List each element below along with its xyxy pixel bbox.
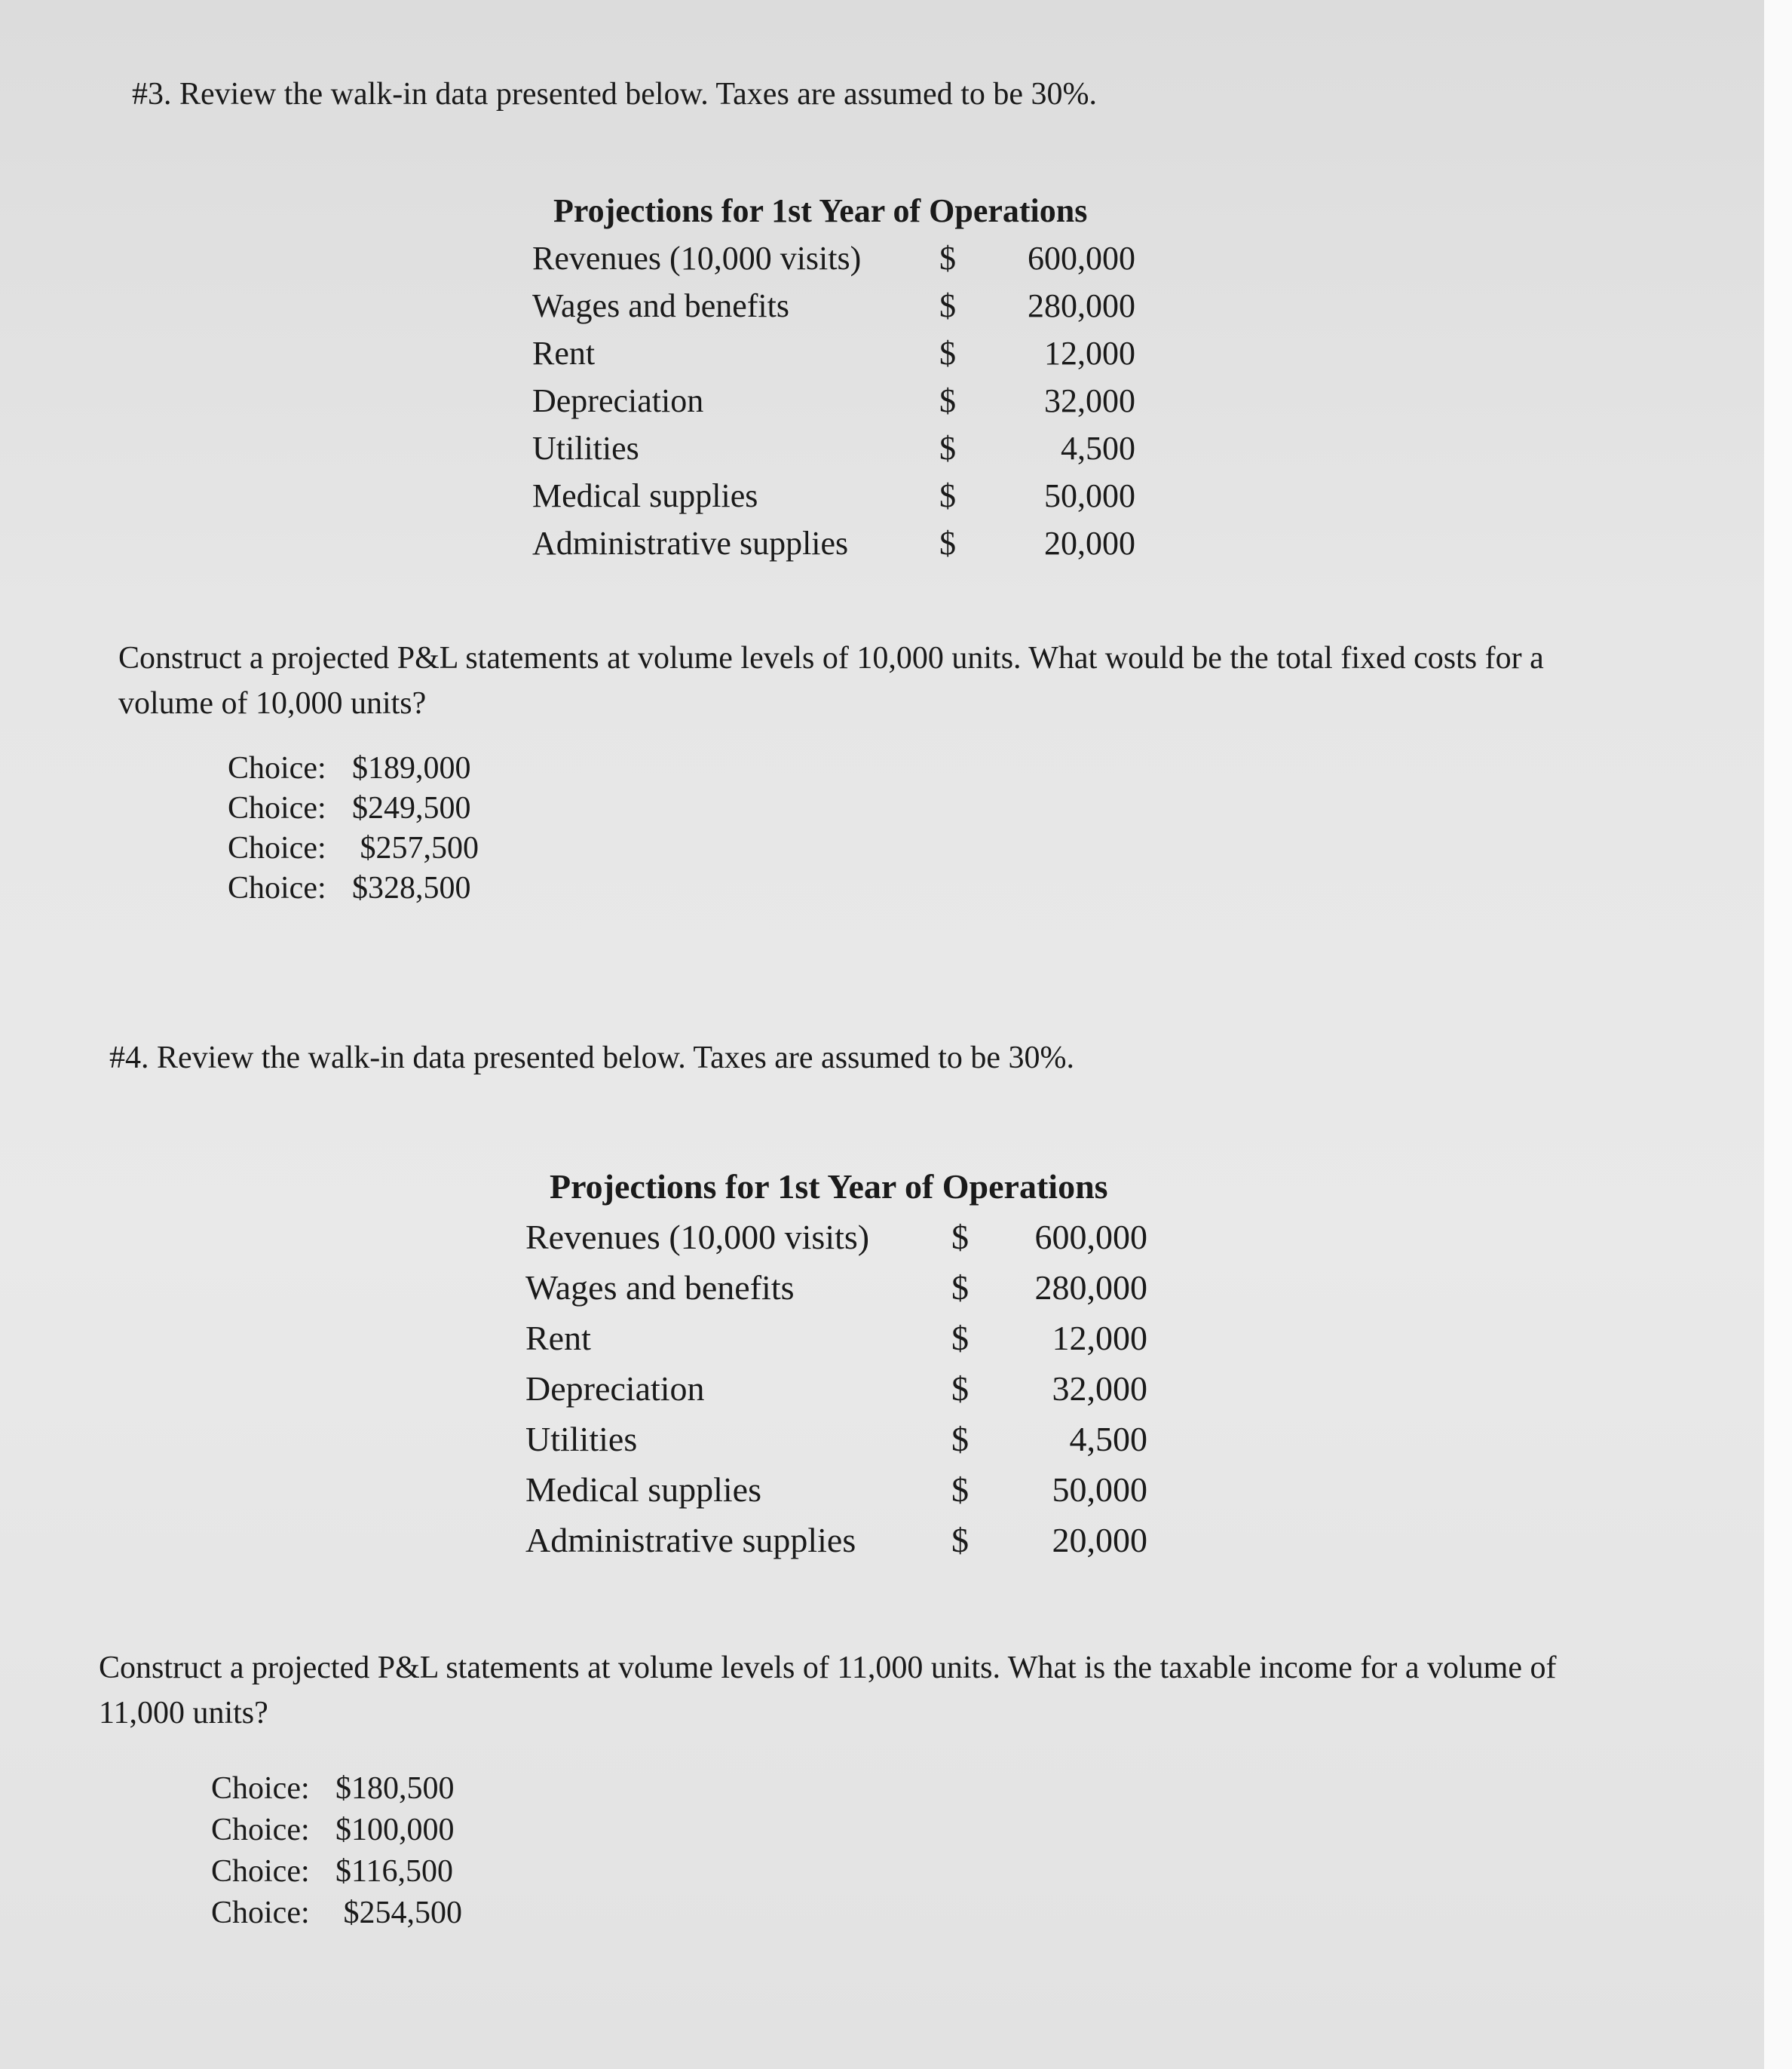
q3-table-heading: Projections for 1st Year of Operations [553,192,1088,229]
choice-value: $116,500 [335,1854,453,1889]
row-label: Rent [525,1319,591,1357]
q3-projections-table [532,187,1135,567]
q4-projections-table [525,1161,1151,1565]
q4-choices [211,1768,462,1934]
choice-item[interactable] [228,789,479,829]
row-amount: 20,000 [1044,525,1135,562]
row-amount: 50,000 [1052,1470,1147,1509]
q3-question: Construct a projected P&L statements at volume levels of 10,000 units. What would be the total fixed costs for a volume of 10,000 units? [118,641,1544,721]
row-amount: 12,000 [1044,335,1135,372]
choice-item[interactable] [211,1893,462,1934]
row-amount: 4,500 [1061,430,1135,467]
row-amount: 280,000 [1028,287,1135,324]
choice-prefix: Choice: [211,1771,310,1806]
row-label: Administrative supplies [525,1521,856,1559]
row-label: Utilities [532,430,639,467]
choice-item[interactable] [228,749,479,789]
q4-table-heading: Projections for 1st Year of Operations [550,1167,1108,1206]
table-row [525,1313,1151,1363]
table-row [525,1363,1151,1414]
row-label: Rent [532,335,596,372]
row-currency: $ [939,335,956,372]
choice-item[interactable] [228,829,479,869]
row-label: Revenues (10,000 visits) [532,240,862,277]
choice-value: $249,500 [352,791,471,826]
row-currency: $ [939,430,956,467]
row-currency: $ [951,1268,969,1307]
row-currency: $ [951,1521,969,1559]
q3-choices [228,749,479,909]
table-row [525,1212,1151,1262]
row-label: Medical supplies [532,477,758,514]
row-amount: 600,000 [1028,240,1135,277]
q4-prompt: #4. Review the walk-in data presented below. Taxes are assumed to be 30%. [109,1041,1074,1075]
table-row [532,472,1135,520]
table-row [532,282,1135,330]
row-currency: $ [951,1470,969,1509]
choice-value: $328,500 [352,871,471,906]
row-currency: $ [951,1420,969,1458]
table-row [532,377,1135,425]
table-row [525,1262,1151,1313]
row-label: Wages and benefits [525,1268,795,1307]
q4-question: Construct a projected P&L statements at volume levels of 11,000 units. What is the taxable income for a volume of 11,000 units? [99,1651,1557,1730]
row-amount: 32,000 [1044,382,1135,419]
row-amount: 4,500 [1069,1420,1147,1458]
row-currency: $ [939,240,956,277]
row-amount: 12,000 [1052,1319,1147,1357]
choice-value: $257,500 [352,831,479,866]
row-label: Utilities [525,1420,638,1458]
row-amount: 50,000 [1044,477,1135,514]
choice-prefix: Choice: [211,1896,310,1930]
choice-prefix: Choice: [211,1813,310,1847]
row-currency: $ [939,287,956,324]
row-currency: $ [939,525,956,562]
choice-item[interactable] [228,869,479,909]
table-row [525,1414,1151,1464]
row-currency: $ [939,477,956,514]
table-row [532,425,1135,472]
table-row [525,1464,1151,1515]
choice-item[interactable] [211,1851,462,1893]
choice-prefix: Choice: [228,791,326,826]
choice-prefix: Choice: [228,871,326,906]
choice-value: $254,500 [335,1896,462,1930]
table-row [532,330,1135,377]
row-currency: $ [951,1218,969,1256]
row-label: Depreciation [525,1369,705,1408]
choice-prefix: Choice: [228,831,326,866]
table-row [525,1515,1151,1565]
row-label: Wages and benefits [532,287,789,324]
choice-item[interactable] [211,1768,462,1810]
choice-prefix: Choice: [211,1854,310,1889]
row-label: Medical supplies [525,1470,761,1509]
page-edge [1764,0,1792,2069]
row-amount: 20,000 [1052,1521,1147,1559]
row-currency: $ [951,1369,969,1408]
row-amount: 280,000 [1034,1268,1147,1307]
row-amount: 600,000 [1034,1218,1147,1256]
choice-prefix: Choice: [228,751,326,786]
row-label: Depreciation [532,382,704,419]
q3-prompt: #3. Review the walk-in data presented below. Taxes are assumed to be 30%. [132,77,1097,112]
row-amount: 32,000 [1052,1369,1147,1408]
table-row [532,234,1135,282]
choice-value: $189,000 [352,751,471,786]
choice-value: $180,500 [335,1771,455,1806]
row-label: Revenues (10,000 visits) [525,1218,870,1256]
row-currency: $ [939,382,956,419]
row-currency: $ [951,1319,969,1357]
choice-value: $100,000 [335,1813,455,1847]
row-label: Administrative supplies [532,525,849,562]
choice-item[interactable] [211,1810,462,1851]
table-row [532,520,1135,567]
